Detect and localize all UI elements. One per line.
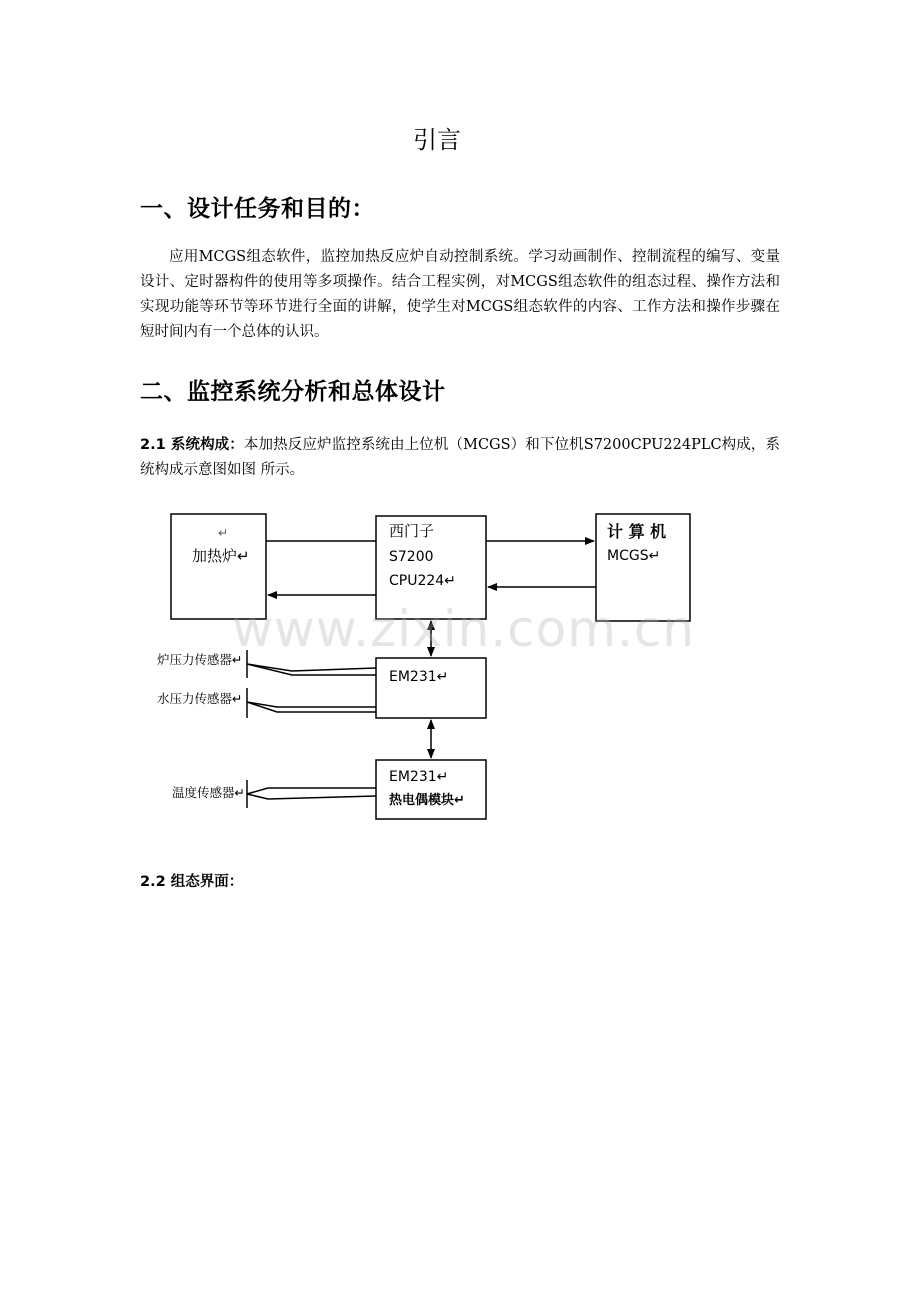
section-1-paragraph: 应用MCGS组态软件，监控加热反应炉自动控制系统。学习动画制作、控制流程的编写、变量设计、定时器构件的使用等多项操作。结合工程实例，对MCGS组态软件的组态过程、操作方法和实现功能等环节等环节进行全面的讲解，使学生对MCGS组态软件的内容、工作方法和操作步骤在短时间内有一个总体的认识。: [140, 249, 780, 340]
sensor-temp-label: 温度传感器↵: [172, 785, 245, 800]
sensor-water-label: 水压力传感器↵: [157, 691, 243, 706]
em231-label-2a: EM231↵: [389, 769, 449, 785]
subsection-2-2-label-text: 2.2 组态界面：: [140, 874, 244, 890]
em231-label-1: EM231↵: [389, 669, 449, 685]
plc-label-1: 西门子: [389, 522, 435, 540]
subsection-2-1-text: 本加热反应炉监控系统由上位机（MCGS）和下位机S7200CPU224PLC构成，系统构成示意图如图 所示。: [140, 437, 781, 478]
heater-label-1: ↵: [218, 526, 229, 540]
sensor-water-wire: [247, 702, 376, 707]
sensor-temp-wire-2: [247, 794, 376, 799]
sensor-temp-wire: [247, 788, 376, 794]
page-title: 引言: [413, 126, 461, 154]
sensor-furnace-wire-2: [247, 664, 376, 675]
em231-box-1: [376, 658, 486, 718]
em231-label-2b: 热电偶模块↵: [389, 793, 465, 808]
computer-label-1: 计 算 机: [607, 522, 667, 541]
subsection-2-1-label: 2.1 系统构成：: [140, 437, 244, 453]
sensor-furnace-label: 炉压力传感器↵: [157, 652, 243, 667]
plc-label-3: CPU224↵: [389, 573, 456, 589]
watermark: www.zixin.com.cn: [232, 600, 696, 658]
computer-label-2: MCGS↵: [607, 548, 661, 564]
section-heading-1: 一、设计任务和目的：: [140, 196, 375, 222]
section-heading-2: 二、监控系统分析和总体设计: [140, 379, 446, 405]
heater-label-2: 加热炉↵: [192, 547, 250, 565]
plc-label-2: S7200: [389, 549, 434, 565]
subsection-2-2-label: [140, 870, 243, 891]
sensor-furnace-wire: [247, 664, 376, 671]
